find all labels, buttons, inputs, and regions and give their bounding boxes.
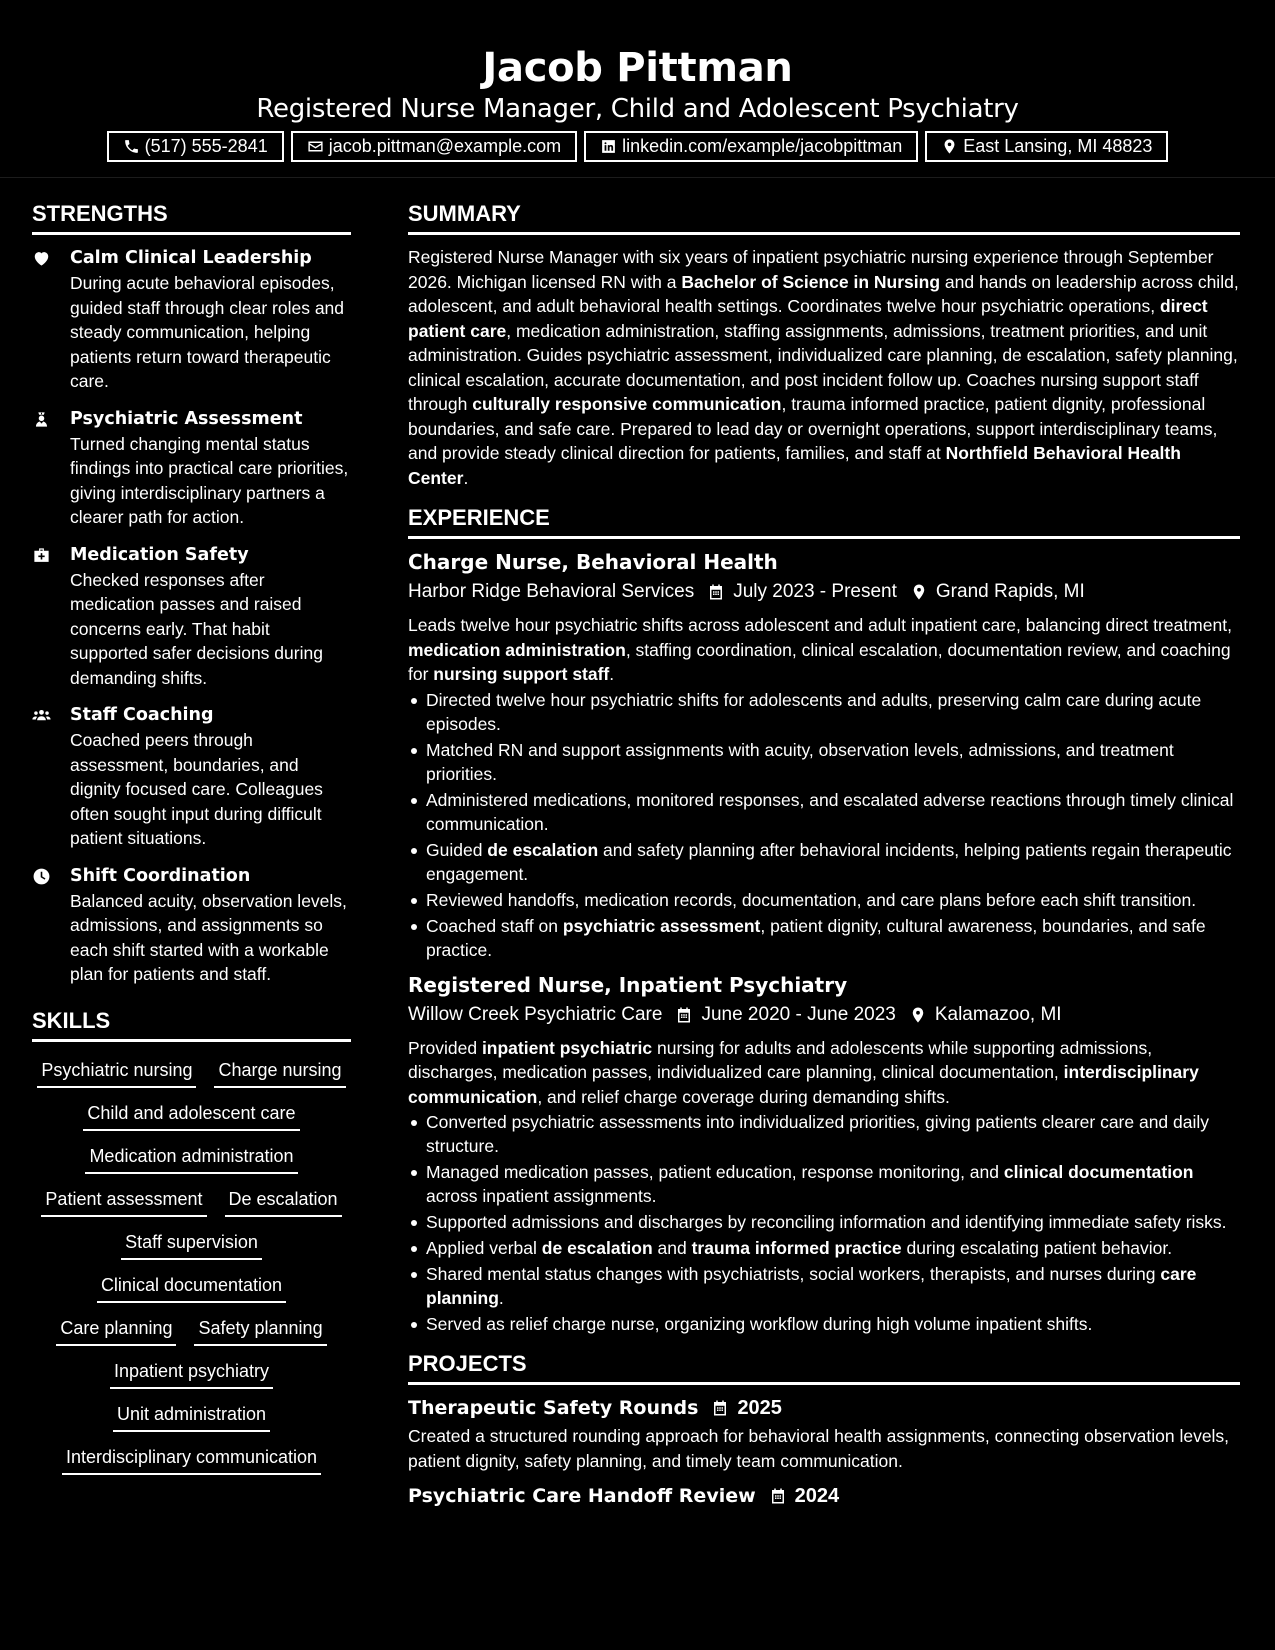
summary-text: Registered Nurse Manager with six years of inpatient psychiatric nursing experience through September 2026. Michigan licensed RN with a Bachelor of Science in Nursing and hands on leadership across child, adolescent, and adult behavioral health settings. Coordinates twelve hour psychiatric operations, direct patient care, medication administration, staffing assignments, admissions, treatment priorities, and unit administration. Guides psychiatric assessment, individualized care planning, de escalation, safety planning, clinical escalation, accurate documentation, and post incident follow up. Coaches nursing support staff through culturally responsive communication, trauma informed practice, patient dignity, professional boundaries, and safe care. Prepared to lead day or overnight operations, support interdisciplinary teams, and provide steady clinical direction for patients, families, and staff at Northfield Behavioral Health Center. [408, 247, 1239, 488]
projects-heading: PROJECTS [408, 1340, 1240, 1385]
project-title: Psychiatric Care Handoff Review [408, 1485, 756, 1507]
resume-header [0, 0, 1275, 178]
calendar-icon [769, 1487, 787, 1505]
project-title-row [408, 1483, 1240, 1509]
skill-tag: Psychiatric nursing [37, 1058, 196, 1088]
job-bullet: Reviewed handoffs, medication records, documentation, and care plans before each shift transition. [408, 888, 1240, 912]
job-bullet: Shared mental status changes with psychiatrists, social workers, therapists, and nurses during care planning. [408, 1262, 1240, 1310]
strength-desc: Checked responses after medication passes and raised concerns early. That habit supported safer decisions during demanding shifts. [70, 569, 323, 688]
calendar-icon [707, 583, 725, 601]
envelope-icon [307, 138, 324, 155]
skill-tag: Patient assessment [41, 1187, 206, 1217]
job-company: Willow Creek Psychiatric Care [408, 1003, 663, 1025]
project-entry [408, 1483, 1240, 1509]
calendar-icon [675, 1006, 693, 1024]
skill-tag: Medication administration [85, 1144, 297, 1174]
project-title: Therapeutic Safety Rounds [408, 1397, 699, 1419]
job-meta [408, 1000, 1240, 1030]
strength-item [32, 702, 351, 851]
contact-phone-text: (517) 555-2841 [144, 136, 268, 156]
job-bullets [408, 688, 1240, 962]
job-title: Charge Nurse, Behavioral Health [408, 550, 778, 574]
skills-heading: SKILLS [32, 999, 351, 1042]
job-bullet: Coached staff on psychiatric assessment, patient dignity, cultural awareness, boundaries, and safe practice. [408, 914, 1240, 962]
job-bullet: Converted psychiatric assessments into individualized priorities, giving patients clearer care and daily structure. [408, 1110, 1240, 1158]
experience-heading: EXPERIENCE [408, 490, 1240, 539]
user-nurse-icon [32, 410, 51, 429]
strength-title: Psychiatric Assessment [70, 408, 303, 429]
linkedin-icon [600, 138, 617, 155]
map-pin-icon [909, 1006, 927, 1024]
contact-linkedin-text: linkedin.com/example/jacobpittman [622, 136, 903, 156]
job-bullet: Matched RN and support assignments with acuity, observation levels, admissions, and treatment priorities. [408, 738, 1240, 786]
project-year: 2025 [737, 1397, 782, 1419]
candidate-name: Jacob Pittman [482, 45, 793, 91]
skill-tag: Safety planning [194, 1316, 326, 1346]
skills-list [32, 1052, 351, 1475]
contact-phone[interactable] [107, 131, 284, 162]
job-title: Registered Nurse, Inpatient Psychiatry [408, 972, 848, 997]
strength-item [32, 542, 351, 691]
job-meta [408, 577, 1240, 607]
job-bullet: Directed twelve hour psychiatric shifts for adolescents and adults, preserving calm care during acute episodes. [408, 688, 1240, 736]
skill-tag: Interdisciplinary communication [62, 1445, 321, 1475]
job-bullet: Served as relief charge nurse, organizing workflow during high volume inpatient shifts. [408, 1312, 1240, 1336]
job-entry [408, 972, 1240, 1337]
job-bullets [408, 1110, 1240, 1336]
contact-linkedin[interactable] [584, 131, 918, 162]
skill-tag: Clinical documentation [97, 1273, 286, 1303]
skill-tag: De escalation [225, 1187, 342, 1217]
strength-desc: Turned changing mental status findings into practical care priorities, giving interdisciplinary partners a clearer path for action. [70, 433, 349, 527]
skill-tag: Child and adolescent care [83, 1101, 299, 1131]
contact-location [925, 131, 1168, 162]
job-bullet: Guided de escalation and safety planning after behavioral incidents, helping patients regain therapeutic engagement. [408, 838, 1240, 886]
skill-tag: Charge nursing [214, 1058, 345, 1088]
strength-title: Staff Coaching [70, 705, 214, 725]
job-entry [408, 549, 1240, 962]
strength-desc: Coached peers through assessment, boundaries, and dignity focused care. Colleagues often sought input during difficult patient situations. [70, 730, 323, 848]
job-dates: July 2023 - Present [733, 581, 897, 602]
contact-bar [0, 131, 1275, 162]
strength-desc: During acute behavioral episodes, guided staff through clear roles and steady communication, helping patients return toward therapeutic care. [70, 273, 345, 391]
skill-tag: Unit administration [113, 1402, 270, 1432]
project-year: 2024 [794, 1485, 840, 1507]
job-bullet: Managed medication passes, patient education, response monitoring, and clinical documentation across inpatient assignments. [408, 1160, 1240, 1208]
project-entry [408, 1395, 1240, 1473]
strengths-heading: STRENGTHS [32, 178, 351, 235]
heart-icon [32, 249, 51, 268]
medkit-icon [32, 546, 51, 565]
contact-location-text: East Lansing, MI 48823 [963, 136, 1153, 156]
right-column [408, 178, 1240, 1512]
skill-tag: Inpatient psychiatry [110, 1359, 273, 1389]
candidate-title: Registered Nurse Manager, Child and Adolescent Psychiatry [256, 94, 1019, 124]
contact-email-text: jacob.pittman@example.com [328, 136, 562, 156]
project-desc: Created a structured rounding approach for behavioral health assignments, connecting observation levels, patient dignity, safety planning, and timely team communication. [408, 1426, 1230, 1471]
strength-item [32, 406, 351, 530]
job-dates: June 2020 - June 2023 [701, 1003, 896, 1025]
job-bullet: Applied verbal de escalation and trauma informed practice during escalating patient behavior. [408, 1236, 1240, 1260]
job-company: Harbor Ridge Behavioral Services [408, 581, 695, 602]
skill-tag: Care planning [56, 1316, 176, 1346]
calendar-icon [711, 1399, 729, 1417]
contact-email[interactable] [291, 131, 577, 162]
summary-heading: SUMMARY [408, 178, 1240, 235]
job-bullet: Supported admissions and discharges by reconciling information and identifying immediate safety risks. [408, 1210, 1240, 1234]
skill-tag: Staff supervision [121, 1230, 262, 1260]
map-pin-icon [910, 583, 928, 601]
strength-title: Medication Safety [70, 544, 249, 565]
left-column [32, 178, 351, 1475]
strength-title: Shift Coordination [70, 865, 251, 886]
job-intro: Leads twelve hour psychiatric shifts across adolescent and adult inpatient care, balancing direct treatment, medication administration, staffing coordination, clinical escalation, documentation review, and coaching for nursing support staff. [408, 615, 1232, 684]
users-icon [32, 706, 51, 725]
clock-icon [32, 867, 51, 886]
job-location: Kalamazoo, MI [934, 1003, 1062, 1025]
phone-icon [123, 138, 140, 155]
strength-desc: Balanced acuity, observation levels, admissions, and assignments so each shift started with a workable plan for patients and staff. [70, 890, 347, 984]
strength-title: Calm Clinical Leadership [70, 248, 312, 268]
strength-item [32, 863, 351, 987]
job-intro: Provided inpatient psychiatric nursing for adults and adolescents while supporting admissions, discharges, medication passes, individualized care planning, clinical documentation, interdisciplinary communication, and relief charge coverage during demanding shifts. [408, 1037, 1199, 1107]
job-location: Grand Rapids, MI [935, 581, 1085, 602]
map-pin-icon [941, 138, 958, 155]
project-title-row [408, 1395, 1240, 1421]
strength-item [32, 245, 351, 394]
job-bullet: Administered medications, monitored responses, and escalated adverse reactions through timely clinical communication. [408, 788, 1240, 836]
